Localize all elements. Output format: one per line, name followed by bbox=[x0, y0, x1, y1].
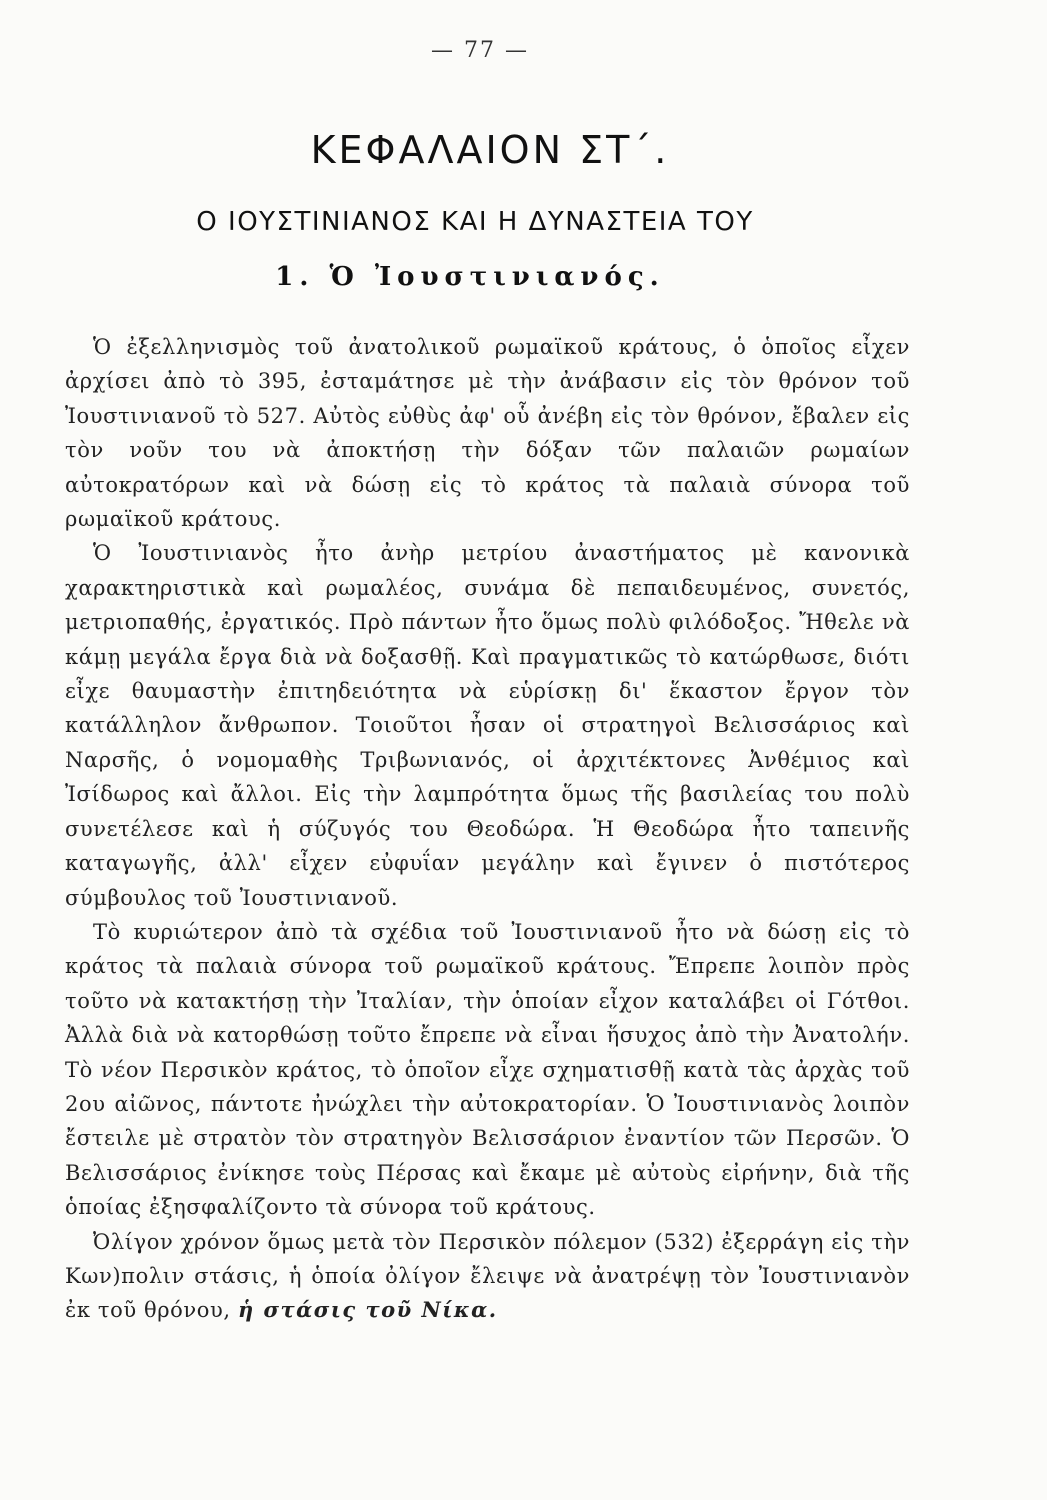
paragraph-4 bbox=[65, 1225, 910, 1328]
section-heading: 1. Ὁ Ἰουστινιανός. bbox=[275, 262, 665, 292]
page-number: — 77 — bbox=[431, 38, 529, 63]
body-text bbox=[65, 330, 910, 1328]
paragraph-1: Ὁ ἐξελληνισμὸς τοῦ ἀνατολικοῦ ρωμαϊκοῦ κράτους, ὁ ὁποῖος εἶχεν ἀρχίσει ἀπὸ τὸ 395, ἐσταμάτησε μὲ τὴν ἀνάβασιν εἰς τὸν θρόνον τοῦ Ἰουστινιανοῦ τὸ 527. Αὐτὸς εὐθὺς ἀφ' οὗ ἀνέβη εἰς τὸν θρόνον, ἔβαλεν εἰς τὸν νοῦν του νὰ ἀποκτήσῃ τὴν δόξαν τῶν παλαιῶν ρωμαίων αὐτοκρατόρων καὶ νὰ δώσῃ εἰς τὸ κράτος τὰ παλαιὰ σύνορα τοῦ ρωμαϊκοῦ κράτους. bbox=[65, 335, 910, 532]
paragraph-4-text: Ὀλίγον χρόνον ὅμως μετὰ τὸν Περσικὸν πόλεμον (532) ἐξερράγη εἰς τὴν Κων)πολιν στάσις, ἡ ὁποία ὀλίγον ἔλειψε νὰ ἀνατρέψῃ τὸν Ἰουστινιανὸν ἐκ τοῦ θρόνου, bbox=[65, 1229, 910, 1323]
chapter-title: ΚΕΦΑΛΑΙΟΝ ΣΤ΄. bbox=[310, 128, 670, 172]
nika-riot-emphasis: ἡ στάσις τοῦ Νίκα. bbox=[237, 1297, 498, 1323]
paragraph-3: Τὸ κυριώτερον ἀπὸ τὰ σχέδια τοῦ Ἰουστινιανοῦ ἦτο νὰ δώσῃ εἰς τὸ κράτος τὰ παλαιὰ σύνορα τοῦ ρωμαϊκοῦ κράτους. Ἔπρεπε λοιπὸν πρὸς τοῦτο νὰ κατακτήσῃ τὴν Ἰταλίαν, τὴν ὁποίαν εἶχον καταλάβει οἱ Γότθοι. Ἀλλὰ διὰ νὰ κατορθώσῃ τοῦτο ἔπρεπε νὰ εἶναι ἥσυχος ἀπὸ τὴν Ἀνατολήν. Τὸ νέον Περσικὸν κράτος, τὸ ὁποῖον εἶχε σχηματισθῇ κατὰ τὰς ἀρχὰς τοῦ 2ου αἰῶνος, πάντοτε ἠνώχλει τὴν αὐτοκρατορίαν. Ὁ Ἰουστινιανὸς λοιπὸν ἔστειλε μὲ στρατὸν τὸν στρατηγὸν Βελισσάριον ἐναντίον τῶν Περσῶν. Ὁ Βελισσάριος ἐνίκησε τοὺς Πέρσας καὶ ἔκαμε μὲ αὐτοὺς εἰρήνην, διὰ τῆς ὁποίας ἐξησφαλίζοντο τὰ σύνορα τοῦ κράτους. bbox=[65, 919, 910, 1220]
chapter-subtitle: Ο ΙΟΥΣΤΙΝΙΑΝΟΣ ΚΑΙ Η ΔΥΝΑΣΤΕΙΑ ΤΟΥ bbox=[196, 207, 754, 237]
paragraph-2: Ὁ Ἰουστινιανὸς ἦτο ἀνὴρ μετρίου ἀναστήματος μὲ κανονικὰ χαρακτηριστικὰ καὶ ρωμαλέος, συνάμα δὲ πεπαιδευμένος, συνετός, μετριοπαθής, ἐργατικός. Πρὸ πάντων ἦτο ὅμως πολὺ φιλόδοξος. Ἤθελε νὰ κάμῃ μεγάλα ἔργα διὰ νὰ δοξασθῇ. Καὶ πραγματικῶς τὸ κατώρθωσε, διότι εἶχε θαυμαστὴν ἐπιτηδειότητα νὰ εὑρίσκῃ δι' ἕκαστον ἔργον τὸν κατάλληλον ἄνθρωπον. Τοιοῦτοι ἦσαν οἱ στρατηγοὶ Βελισσάριος καὶ Ναρσῆς, ὁ νομομαθὴς Τριβωνιανός, οἱ ἀρχιτέκτονες Ἀνθέμιος καὶ Ἰσίδωρος καὶ ἄλλοι. Εἰς τὴν λαμπρότητα ὅμως τῆς βασιλείας του πολὺ συνετέλεσε καὶ ἡ σύζυγός του Θεοδώρα. Ἡ Θεοδώρα ἦτο ταπεινῆς καταγωγῆς, ἀλλ' εἶχεν εὐφυΐαν μεγάλην καὶ ἔγινεν ὁ πιστότερος σύμβουλος τοῦ Ἰουστινιανοῦ. bbox=[65, 541, 910, 910]
